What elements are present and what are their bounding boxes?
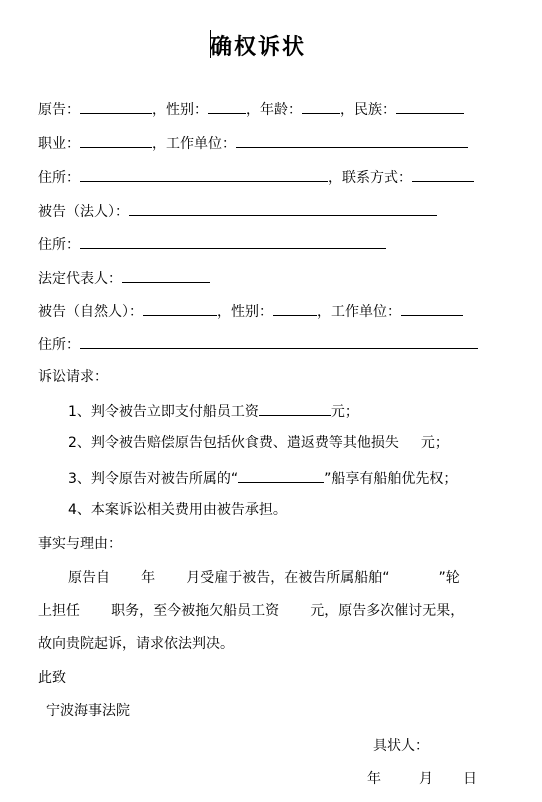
plaintiff-name-blank[interactable]	[80, 98, 152, 114]
claims-heading: 诉讼请求：	[38, 369, 108, 385]
plaintiff-ethnic-label: ，民族：	[340, 102, 396, 118]
defendant-natural-workplace-label: ，工作单位：	[317, 304, 401, 320]
legal-rep-line	[38, 267, 210, 287]
defendant-legal-address-blank[interactable]	[80, 233, 386, 249]
plaintiff-gender-blank[interactable]	[208, 98, 246, 114]
claim-3-ship-blank[interactable]	[238, 467, 324, 483]
defendant-legal-address-label: 住所：	[38, 237, 80, 253]
plaintiff-age-blank[interactable]	[302, 98, 340, 114]
date-month: 月	[419, 771, 433, 787]
facts-heading: 事实与理由：	[38, 536, 122, 552]
legal-rep-label: 法定代表人：	[38, 271, 122, 287]
claim-2-text: 2、判令被告赔偿原告包括伙食费、遣返费等其他损失	[68, 435, 399, 451]
claim-3-text: 3、判令原告对被告所属的“	[68, 471, 239, 487]
facts-paragraph-3: 故向贵院起诉，请求依法判决。	[38, 636, 234, 652]
date-year: 年	[367, 771, 381, 787]
plaintiff-address-label: 住所：	[38, 170, 80, 186]
plaintiff-contact-label: ，联系方式：	[328, 170, 412, 186]
defendant-legal-label: 被告（法人）：	[38, 204, 129, 220]
claim-1	[68, 400, 359, 420]
facts-paragraph-1: 原告自 年 月受雇于被告，在被告所属船舶“ ”轮	[68, 570, 460, 586]
plaintiff-workplace-blank[interactable]	[236, 132, 468, 148]
claim-1-unit: 元；	[330, 404, 359, 420]
legal-rep-blank[interactable]	[122, 267, 210, 283]
claim-3-text-end: ”船享有船舶优先权；	[324, 471, 458, 487]
defendant-natural-workplace-blank[interactable]	[401, 300, 463, 316]
defendant-natural-address-blank[interactable]	[80, 333, 478, 349]
plaintiff-line-1	[38, 98, 464, 118]
claim-4: 4、本案诉讼相关费用由被告承担。	[68, 502, 287, 518]
plaintiff-ethnic-blank[interactable]	[396, 98, 464, 114]
claim-1-text: 1、判令被告立即支付船员工资	[68, 404, 259, 420]
defendant-natural-line	[38, 300, 463, 320]
document-title: 确权诉状	[210, 34, 307, 60]
facts-paragraph-2: 上担任 职务，至今被拖欠船员工资 元，原告多次催讨无果，	[38, 603, 465, 619]
claim-2	[68, 433, 449, 453]
date-day: 日	[463, 771, 477, 787]
court-name: 宁波海事法院	[46, 703, 130, 719]
defendant-legal-blank[interactable]	[129, 200, 437, 216]
defendant-natural-gender-label: ，性别：	[217, 304, 273, 320]
plaintiff-workplace-label: ，工作单位：	[152, 136, 236, 152]
salutation: 此致	[38, 670, 66, 686]
claim-1-amount-blank[interactable]	[259, 400, 331, 416]
plaintiff-age-label: ，年龄：	[246, 102, 302, 118]
plaintiff-contact-blank[interactable]	[412, 166, 474, 182]
plaintiff-job-label: 职业：	[38, 136, 80, 152]
signer-label: 具状人：	[373, 738, 429, 754]
defendant-natural-address-line	[38, 333, 478, 353]
defendant-natural-gender-blank[interactable]	[273, 300, 317, 316]
defendant-natural-address-label: 住所：	[38, 337, 80, 353]
defendant-legal-address-line	[38, 233, 386, 253]
claim-2-unit: 元；	[420, 435, 449, 451]
defendant-legal-line	[38, 200, 437, 220]
claim-3	[68, 467, 457, 487]
defendant-natural-name-blank[interactable]	[143, 300, 217, 316]
plaintiff-address-blank[interactable]	[80, 166, 328, 182]
plaintiff-label: 原告：	[38, 102, 80, 118]
plaintiff-line-2	[38, 132, 468, 152]
defendant-natural-label: 被告（自然人）：	[38, 304, 143, 320]
plaintiff-line-3	[38, 166, 474, 186]
plaintiff-gender-label: ，性别：	[152, 102, 208, 118]
plaintiff-job-blank[interactable]	[80, 132, 152, 148]
